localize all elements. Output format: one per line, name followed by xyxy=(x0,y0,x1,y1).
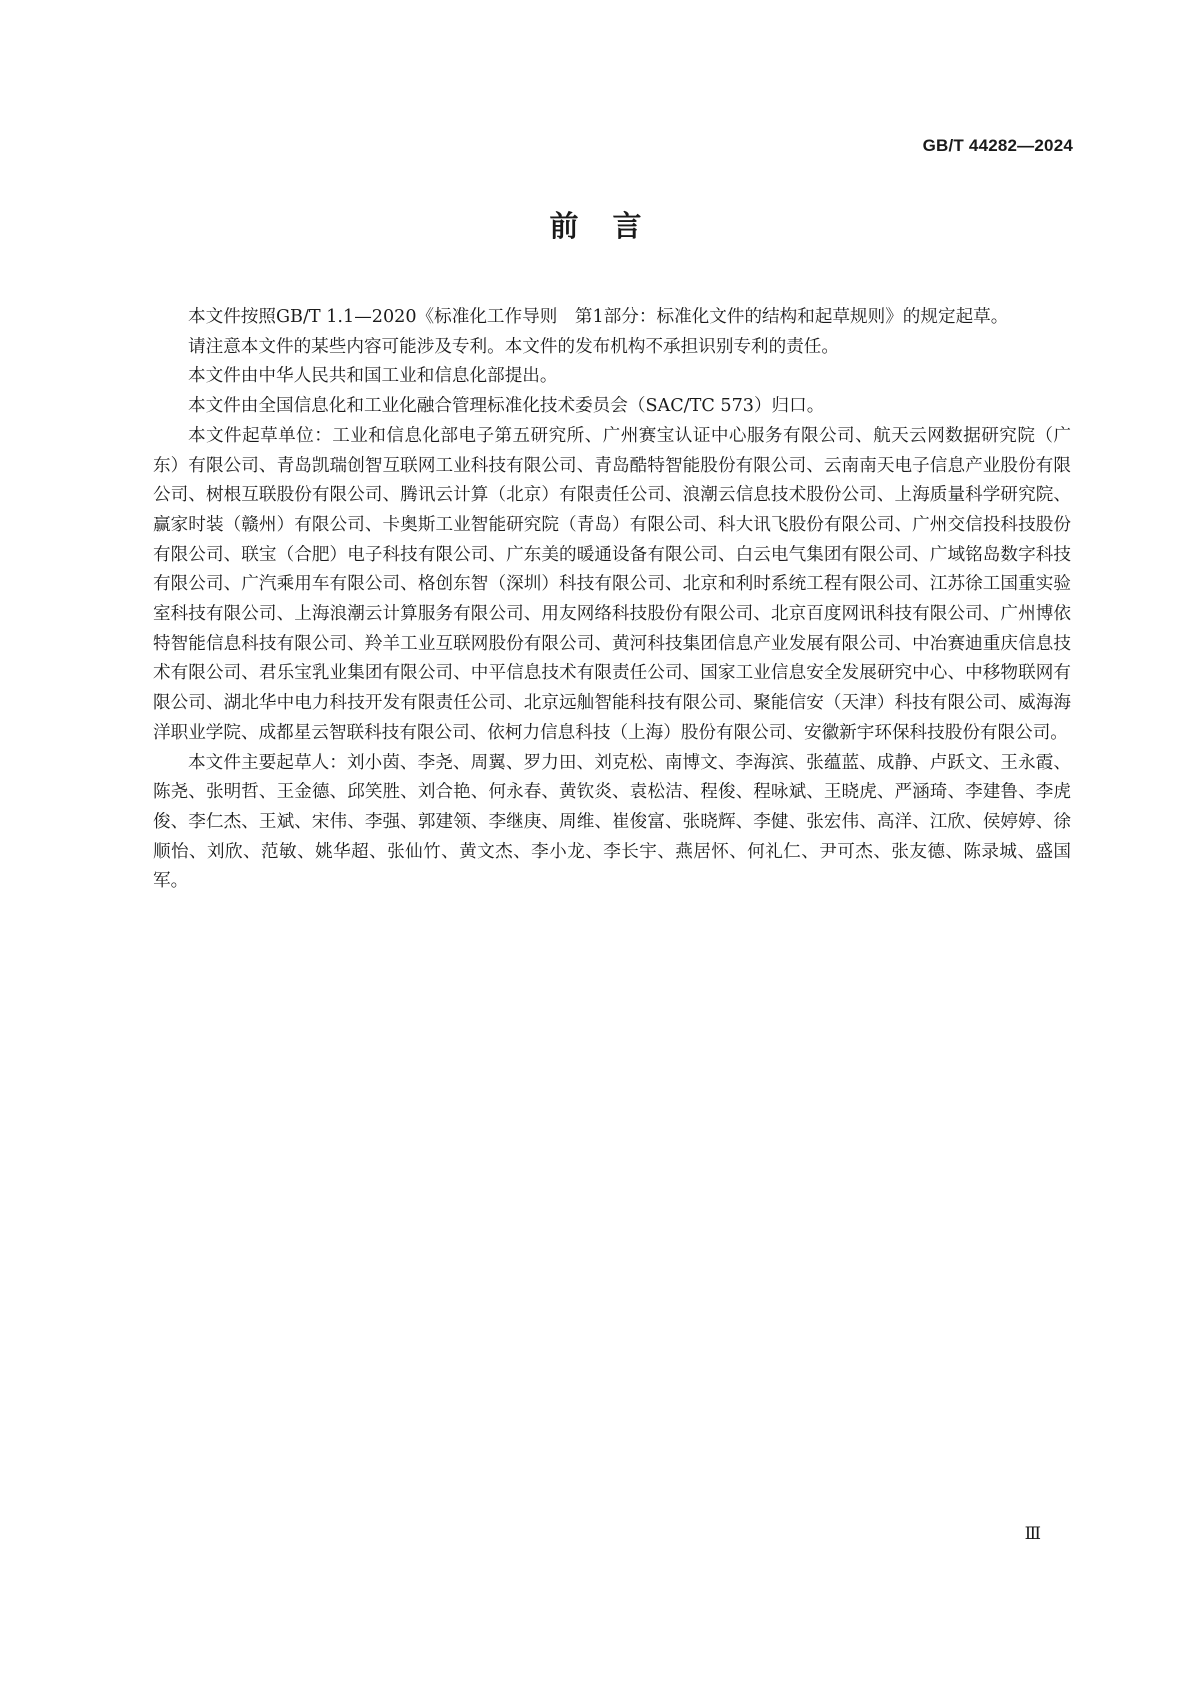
standard-code: GB/T 44282—2024 xyxy=(922,136,1073,155)
paragraph-drafting-rules: 本文件按照GB/T 1.1—2020《标准化工作导则 第1部分：标准化文件的结构和起草规则》的规定起草。 xyxy=(188,307,1009,327)
paragraph-drafting-units: 本文件起草单位：工业和信息化部电子第五研究所、广州赛宝认证中心服务有限公司、航天云网数据研究院（广东）有限公司、青岛凯瑞创智互联网工业科技有限公司、青岛酷特智能股份有限公司、云南南天电子信息产业股份有限公司、树根互联股份有限公司、腾讯云计算（北京）有限责任公司、浪潮云信息技术股份公司、上海质量科学研究院、赢家时装（赣州）有限公司、卡奥斯工业智能研究院（青岛）有限公司、科大讯飞股份有限公司、广州交信投科技股份有限公司、联宝（合肥）电子科技有限公司、广东美的暖通设备有限公司、白云电气集团有限公司、广域铭岛数字科技有限公司、广汽乘用车有限公司、格创东智（深圳）科技有限公司、北京和利时系统工程有限公司、江苏徐工国重实验室科技有限公司、上海浪潮云计算服务有限公司、用友网络科技股份有限公司、北京百度网讯科技有限公司、广州博依特智能信息科技有限公司、羚羊工业互联网股份有限公司、黄河科技集团信息产业发展有限公司、中冶赛迪重庆信息技术有限公司、君乐宝乳业集团有限公司、中平信息技术有限责任公司、国家工业信息安全发展研究中心、中移物联网有限公司、湖北华中电力科技开发有限责任公司、北京远舢智能科技有限公司、聚能信安（天津）科技有限公司、威海海洋职业学院、成都星云智联科技有限公司、依柯力信息科技（上海）股份有限公司、安徽新宇环保科技股份有限公司。 xyxy=(153,425,1071,743)
paragraph-technical-committee: 本文件由全国信息化和工业化融合管理标准化技术委员会（SAC/TC 573）归口。 xyxy=(188,396,825,417)
page-title: 前言 xyxy=(549,209,676,243)
paragraph-drafters: 本文件主要起草人：刘小茵、李尧、周翼、罗力田、刘克松、南博文、李海滨、张蕴蓝、成静、卢跃文、王永霞、陈尧、张明哲、王金德、邱笑胜、刘合艳、何永春、黄钦炎、袁松洁、程俊、程咏斌、王晓虎、严涵琦、李建鲁、李虎俊、李仁杰、王斌、宋伟、李强、郭建领、李继庚、周维、崔俊富、张晓辉、李健、张宏伟、高洋、江欣、侯婷婷、徐顺怡、刘欣、范敏、姚华超、张仙竹、黄文杰、李小龙、李长宇、燕居怀、何礼仁、尹可杰、张友德、陈录城、盛国军。 xyxy=(153,752,1071,892)
paragraph-proposer: 本文件由中华人民共和国工业和信息化部提出。 xyxy=(188,366,558,387)
page-number: Ⅲ xyxy=(1024,1524,1041,1544)
foreword-body xyxy=(153,303,1071,897)
paragraph-patent-notice: 请注意本文件的某些内容可能涉及专利。本文件的发布机构不承担识别专利的责任。 xyxy=(188,336,839,357)
